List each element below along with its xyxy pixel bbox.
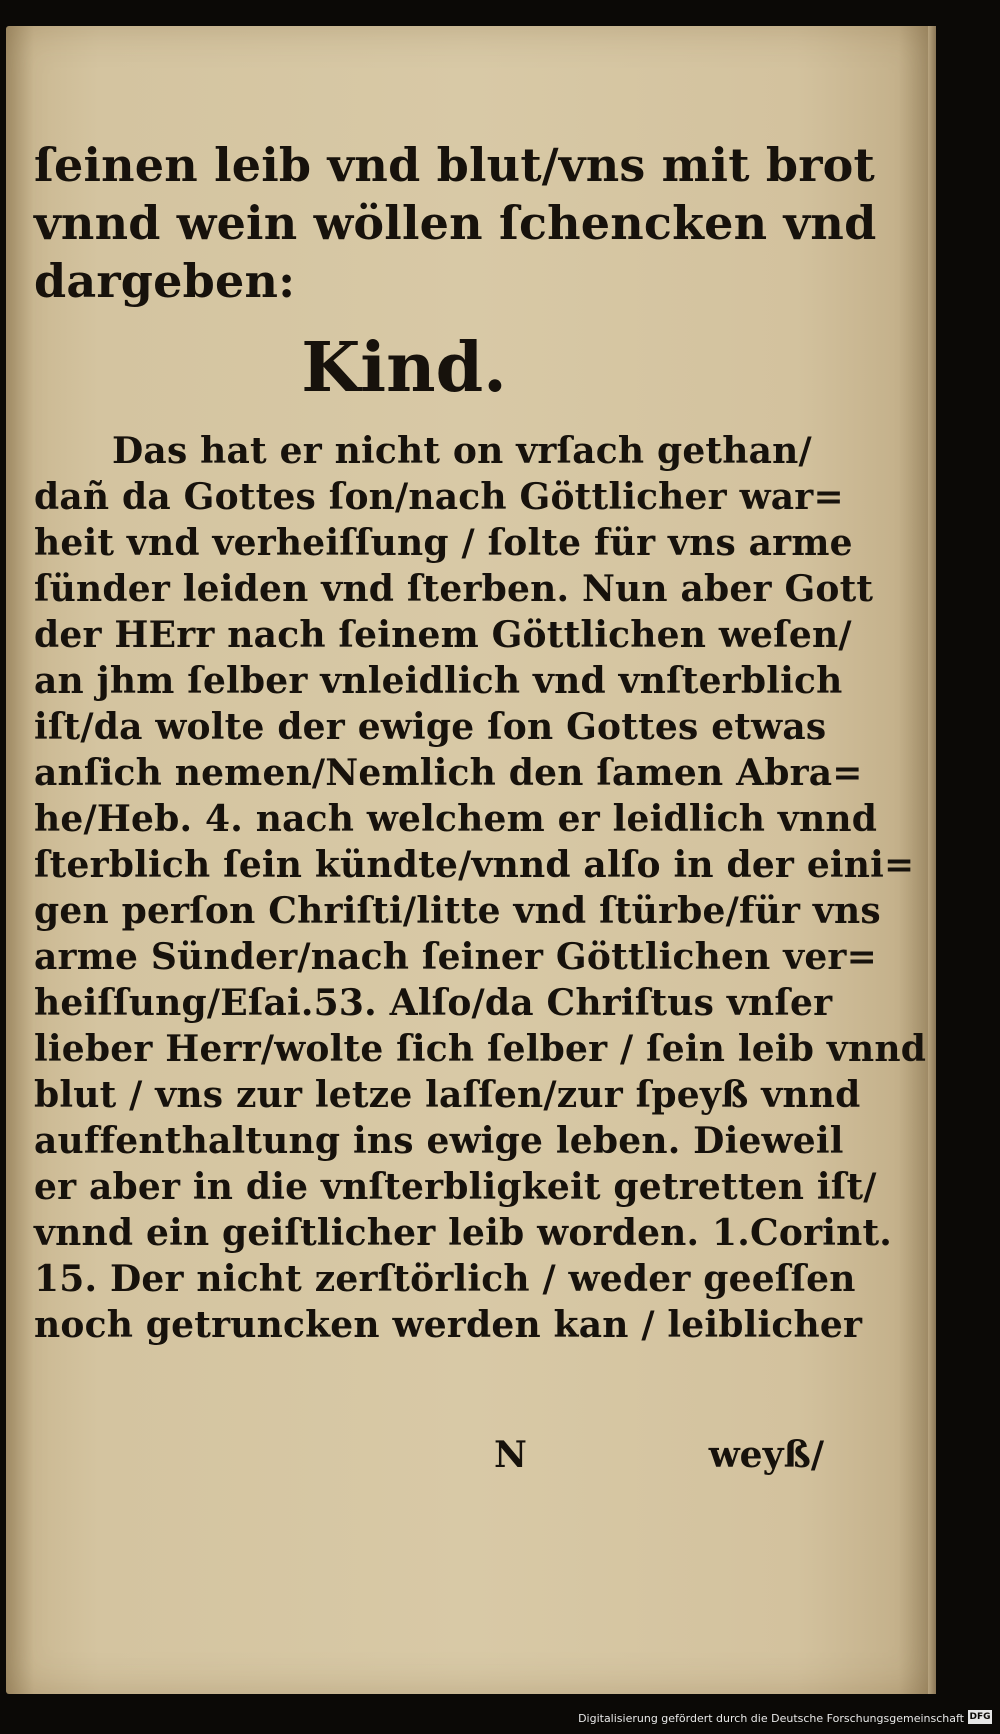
footer-bar [0,1700,1000,1734]
text-line: iſt/da wolte der ewige ſon Gottes etwas [34,706,827,748]
text-line: heit vnd verheiſſung / ſolte für vns arme [34,522,853,564]
text-line: gen perſon Chriſti/litte vnd ſtürbe/für vns [34,890,881,932]
signature-mark: N [494,1434,527,1476]
section-heading: Kind. [301,328,507,408]
catchword-row [34,1434,824,1484]
text-line: heiſſung/Eſai.53. Alſo/da Chriſtus vnſer [34,982,833,1024]
text-line: lieber Herr/wolte ſich ſelber / ſein leib vnnd [34,1028,927,1070]
catchword: weyß/ [708,1434,824,1476]
dfg-logo: DFG [969,1712,991,1722]
text-line: 15. Der nicht zerſtörlich / weder geeſſen [34,1258,856,1300]
text-line: arme Sünder/nach ſeiner Göttlichen ver= [34,936,877,978]
text-line: vnnd wein wöllen ſchencken vnd [34,196,877,250]
text-line: dañ da Gottes ſon/nach Göttlicher war= [34,476,844,518]
text-line: vnnd ein geiſtlicher leib worden. 1.Corint. [34,1212,893,1254]
text-line: der HErr nach ſeinem Göttlichen weſen/ [34,614,852,656]
page-text-block [34,136,927,1348]
page-edge [928,26,936,1694]
text-line: blut / vns zur letze laſſen/zur ſpeyß vnnd [34,1074,861,1116]
text-line: an jhm ſelber vnleidlich vnd vnſterblich [34,660,843,702]
text-line: he/Heb. 4. nach welchem er leidlich vnnd [34,798,878,840]
text-line: dargeben: [34,254,296,308]
text-line: noch getruncken werden kan / leiblicher [34,1304,863,1346]
funding-notice: Digitalisierung gefördert durch die Deutsche Forschungsgemeinschaft [578,1712,964,1725]
text-line: ſterblich ſein kündte/vnnd alſo in der eini= [34,844,915,886]
text-line: ſünder leiden vnd ſterben. Nun aber Gott [34,568,874,610]
text-line: er aber in die vnſterbligkeit getretten iſt/ [34,1166,877,1208]
text-line: auffenthaltung ins ewige leben. Dieweil [34,1120,844,1162]
text-line: ſeinen leib vnd blut/vns mit brot [34,138,876,192]
book-page [6,26,936,1694]
text-line: Das hat er nicht on vrſach gethan/ [112,430,812,472]
text-line: anſich nemen/Nemlich den ſamen Abra= [34,752,863,794]
